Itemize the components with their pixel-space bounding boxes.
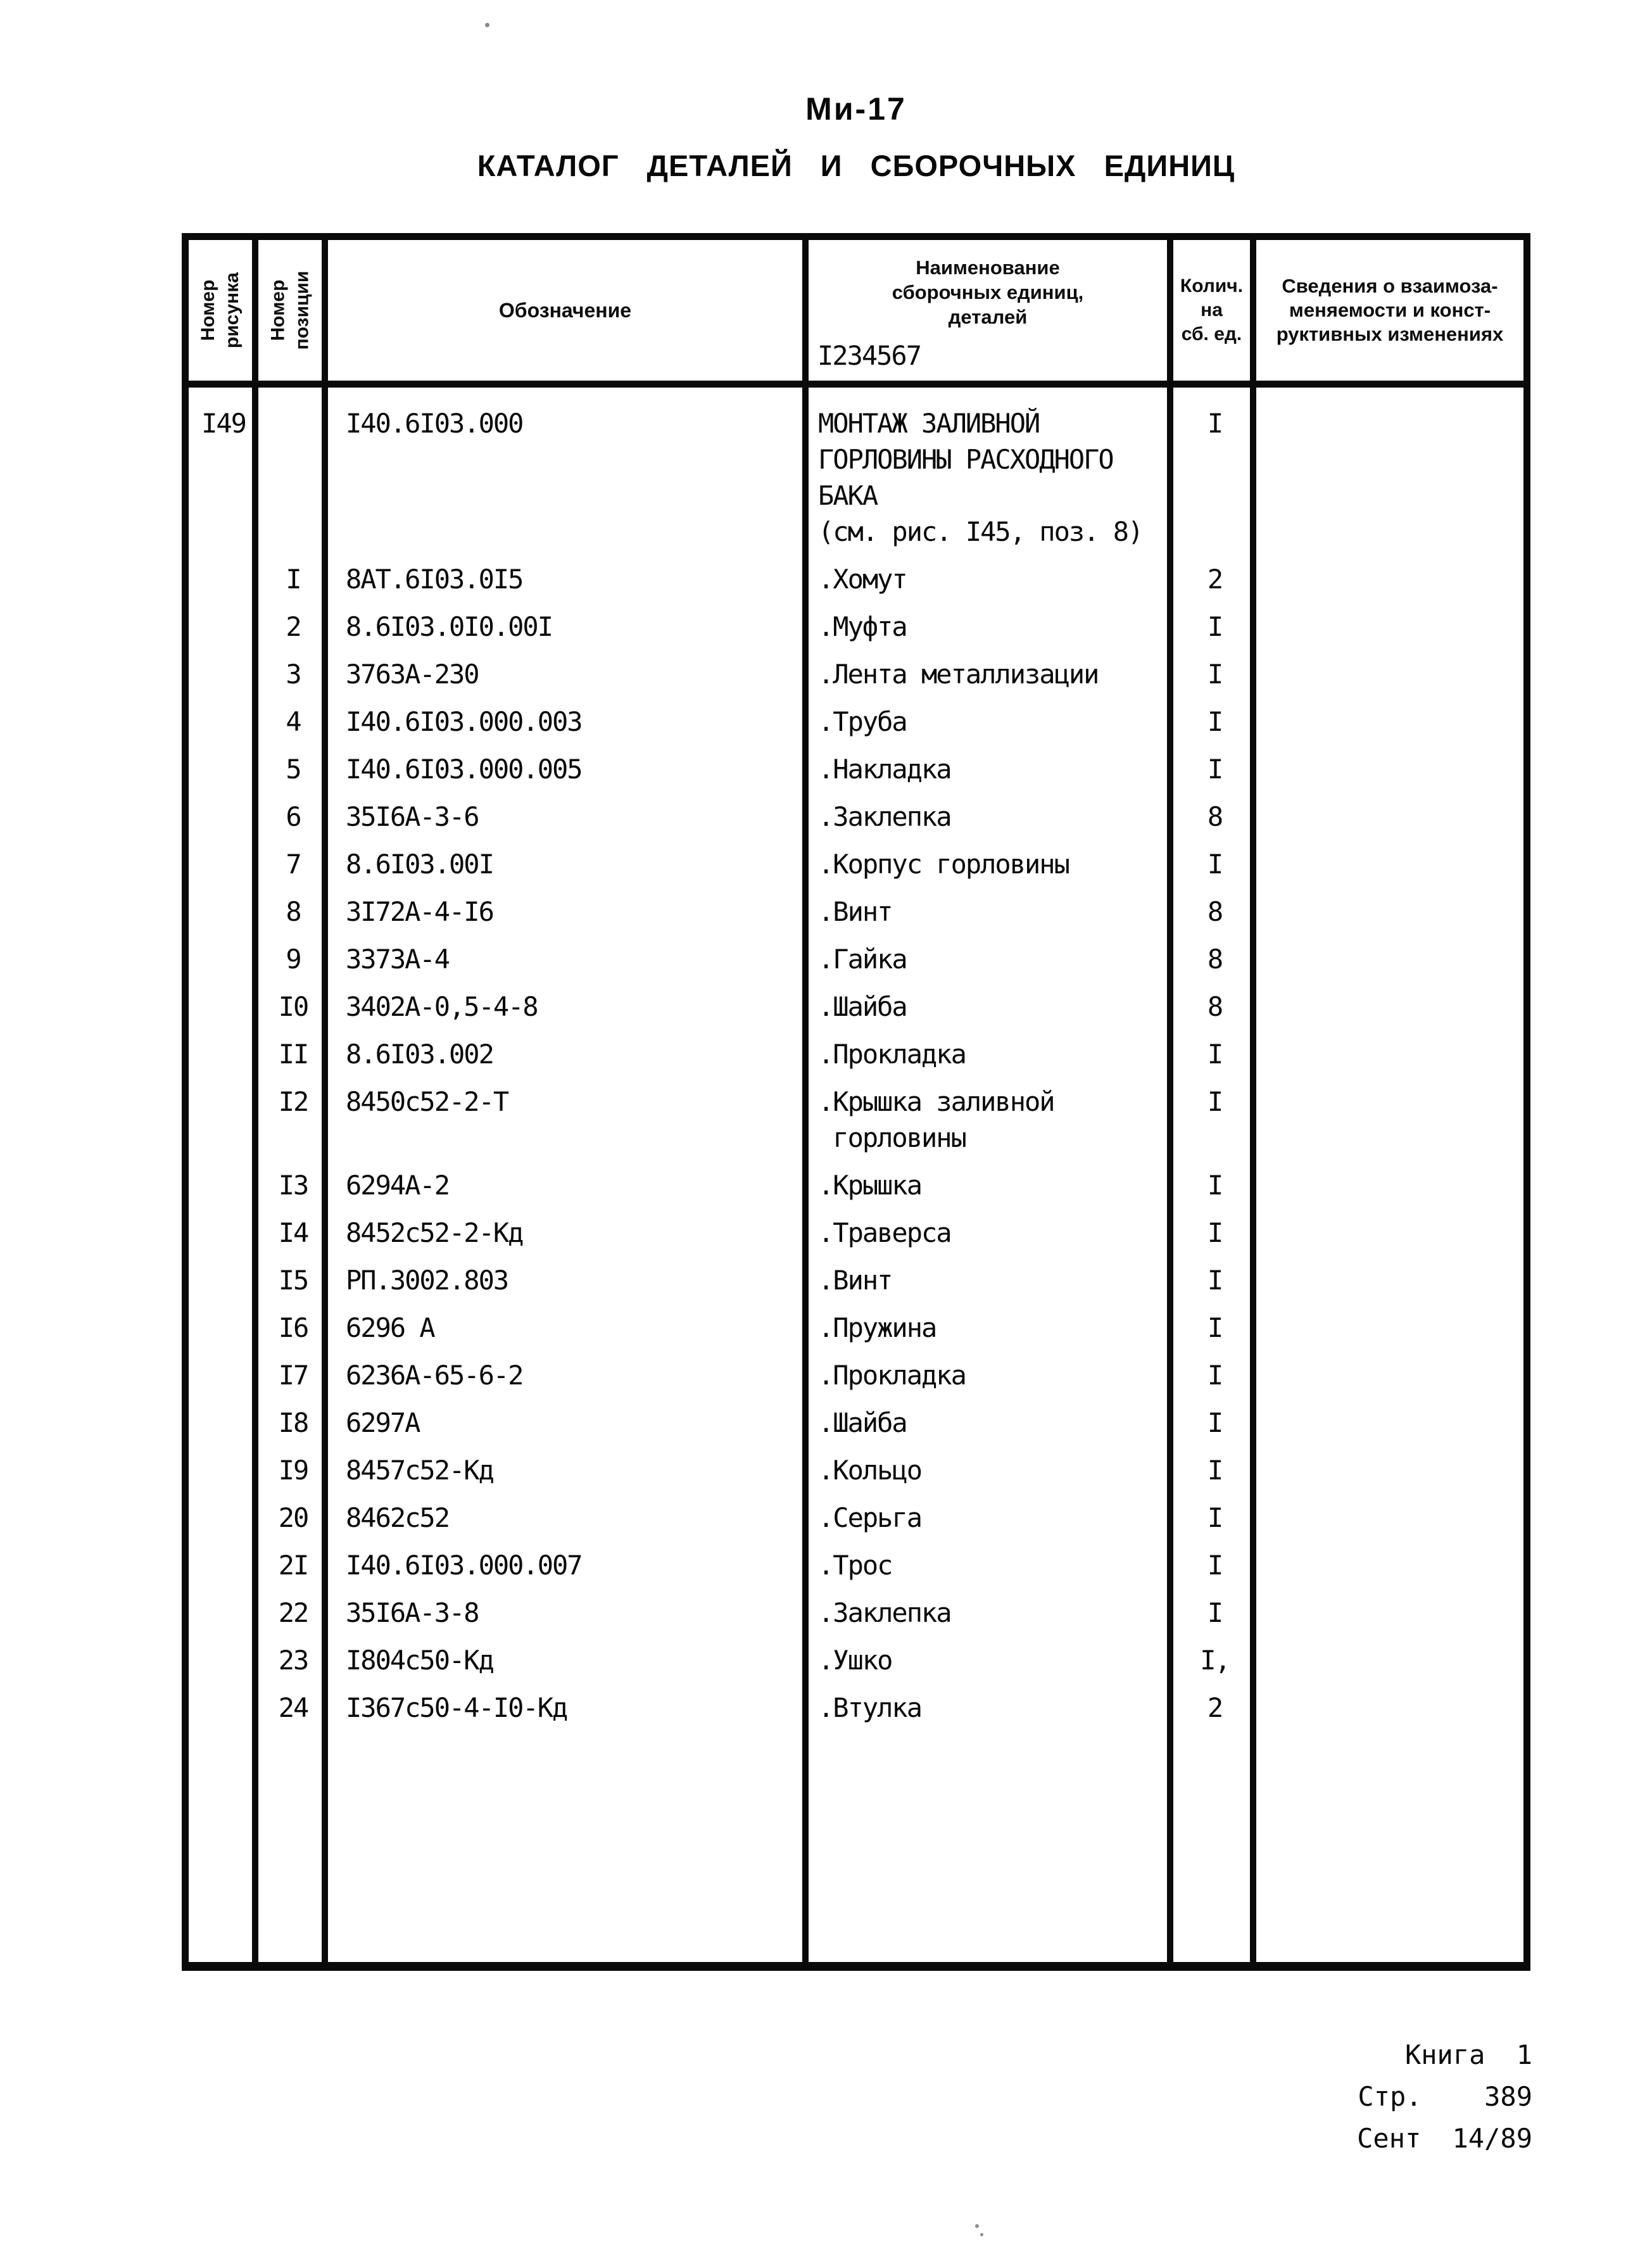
cell-part-name: .Гайка bbox=[818, 944, 907, 975]
cell-position-number: 9 bbox=[286, 944, 301, 975]
cell-position-number: I7 bbox=[278, 1360, 308, 1391]
page-subtitle: КАТАЛОГ ДЕТАЛЕЙ И СБОРОЧНЫХ ЕДИНИЦ bbox=[477, 149, 1235, 182]
cell-designation: 8.6I03.002 bbox=[346, 1039, 493, 1070]
header-pos-line2: позиции bbox=[291, 270, 313, 350]
table-row bbox=[189, 1595, 1523, 1642]
cell-figure-number bbox=[189, 1036, 258, 1084]
table-row bbox=[189, 1452, 1523, 1500]
header-pos-line1: Номер bbox=[267, 279, 289, 341]
cell-part-name: .Заклепка bbox=[818, 1597, 951, 1628]
header-notes bbox=[1256, 240, 1523, 381]
cell-part-name: .Корпус горловины bbox=[818, 849, 1069, 880]
cell-part-name: .Трос bbox=[818, 1550, 892, 1581]
cell-quantity: I bbox=[1207, 1312, 1223, 1343]
cell-position-number: 7 bbox=[286, 849, 301, 880]
page-footer bbox=[1357, 2034, 1532, 2160]
cell-designation: I40.6I03.000.003 bbox=[346, 706, 582, 737]
table-row bbox=[189, 1310, 1523, 1357]
cell-position-number: 3 bbox=[286, 659, 301, 690]
cell-position-number: I8 bbox=[278, 1407, 308, 1438]
cell-quantity: I bbox=[1207, 754, 1223, 785]
cell-quantity: 2 bbox=[1207, 564, 1223, 595]
cell-position-number: I0 bbox=[278, 991, 308, 1022]
table-row bbox=[189, 1215, 1523, 1262]
header-quantity bbox=[1173, 240, 1256, 381]
cell-figure-number bbox=[189, 1310, 258, 1357]
cell-figure-number: I49 bbox=[201, 408, 246, 439]
cell-notes bbox=[1256, 799, 1523, 846]
cell-position-number: I4 bbox=[278, 1217, 308, 1248]
cell-quantity: I bbox=[1207, 1550, 1223, 1581]
cell-part-name: .Винт bbox=[818, 1265, 892, 1296]
cell-figure-number bbox=[189, 1215, 258, 1262]
cell-quantity: I bbox=[1207, 1597, 1223, 1628]
cell-position-number: I6 bbox=[278, 1312, 308, 1343]
cell-quantity: I bbox=[1207, 1170, 1223, 1201]
cell-notes bbox=[1256, 1642, 1523, 1690]
cell-part-name: .Заклепка bbox=[818, 801, 951, 832]
cell-figure-number bbox=[189, 1642, 258, 1690]
cell-position-number: I3 bbox=[278, 1170, 308, 1201]
cell-part-name: .Серьга bbox=[818, 1502, 922, 1533]
cell-designation: 6294А-2 bbox=[346, 1170, 450, 1201]
scan-speck bbox=[485, 23, 489, 27]
cell-part-name: .Лента металлизации bbox=[818, 659, 1099, 690]
cell-part-name: .Крышка заливной горловины bbox=[818, 1086, 1054, 1153]
cell-position-number: 2I bbox=[278, 1550, 308, 1581]
header-name-line2: сборочных единиц, bbox=[892, 281, 1084, 303]
cell-notes bbox=[1256, 561, 1523, 609]
table-row bbox=[189, 1084, 1523, 1167]
cell-notes bbox=[1256, 846, 1523, 894]
cell-position-number: I bbox=[286, 564, 301, 595]
cell-part-name: .Крышка bbox=[818, 1170, 922, 1201]
header-name-line3: деталей bbox=[948, 306, 1028, 328]
cell-designation: I367с50-4-I0-Кд bbox=[346, 1692, 567, 1723]
table-row bbox=[189, 1262, 1523, 1310]
cell-figure-number bbox=[189, 1084, 258, 1167]
cell-part-name: .Хомут bbox=[818, 564, 907, 595]
cell-notes bbox=[1256, 1262, 1523, 1310]
cell-notes bbox=[1256, 1215, 1523, 1262]
table-row bbox=[189, 846, 1523, 894]
cell-designation: 3I72А-4-I6 bbox=[346, 896, 493, 927]
table-header-row bbox=[189, 240, 1523, 388]
cell-figure-number bbox=[189, 1357, 258, 1405]
header-position-number bbox=[258, 240, 328, 381]
header-designation-label: Обозначение bbox=[498, 298, 632, 322]
cell-part-name: .Шайба bbox=[818, 1407, 907, 1438]
cell-figure-number bbox=[189, 1452, 258, 1500]
header-fig-line1: Номер bbox=[198, 279, 218, 341]
cell-notes bbox=[1256, 1405, 1523, 1452]
cell-figure-number bbox=[189, 1500, 258, 1547]
cell-figure-number bbox=[189, 989, 258, 1036]
cell-notes bbox=[1256, 989, 1523, 1036]
table-row bbox=[189, 989, 1523, 1036]
cell-designation: I804с50-Кд bbox=[346, 1645, 493, 1676]
cell-figure-number bbox=[189, 1547, 258, 1595]
cell-position-number: I9 bbox=[278, 1455, 308, 1486]
title-block bbox=[182, 90, 1530, 184]
parts-table bbox=[182, 233, 1530, 1971]
footer-book: Книга 1 bbox=[1404, 2039, 1532, 2070]
table-row bbox=[189, 799, 1523, 846]
cell-designation: 8452с52-2-Кд bbox=[346, 1217, 523, 1248]
cell-quantity: I bbox=[1207, 659, 1223, 690]
cell-designation: I40.6I03.000 bbox=[346, 408, 523, 439]
scan-speck bbox=[980, 2233, 983, 2236]
header-designation bbox=[328, 240, 809, 381]
header-notes-line1: Сведения о взаимоза- bbox=[1282, 275, 1498, 297]
cell-part-name: .Кольцо bbox=[818, 1455, 922, 1486]
cell-position-number: 20 bbox=[278, 1502, 308, 1533]
cell-part-name: .Труба bbox=[818, 706, 907, 737]
cell-designation: 35I6А-3-8 bbox=[346, 1597, 479, 1628]
cell-quantity: I bbox=[1207, 1502, 1223, 1533]
cell-figure-number bbox=[189, 1595, 258, 1642]
header-qty-line3: сб. ед. bbox=[1181, 324, 1242, 345]
cell-designation: 35I6А-3-6 bbox=[346, 801, 479, 832]
cell-notes bbox=[1256, 1595, 1523, 1642]
header-qty-line2: на bbox=[1201, 300, 1223, 320]
cell-figure-number bbox=[189, 1690, 258, 1737]
header-qty-line1: Колич. bbox=[1180, 275, 1244, 296]
footer-date: Сент 14/89 bbox=[1357, 2123, 1532, 2154]
cell-designation: 3763А-230 bbox=[346, 659, 479, 690]
cell-notes bbox=[1256, 1690, 1523, 1737]
table-row bbox=[189, 656, 1523, 704]
cell-designation: 8.6I03.00I bbox=[346, 849, 493, 880]
cell-quantity: 8 bbox=[1207, 991, 1223, 1022]
table-row bbox=[189, 1036, 1523, 1084]
cell-designation: 6297А bbox=[346, 1407, 420, 1438]
header-name bbox=[809, 240, 1173, 381]
cell-figure-number bbox=[189, 799, 258, 846]
table-body bbox=[189, 388, 1523, 1964]
header-fig-line2: рисунка bbox=[222, 272, 243, 348]
cell-designation: 3373А-4 bbox=[346, 944, 450, 975]
cell-designation: 8457с52-Кд bbox=[346, 1455, 493, 1486]
cell-quantity: I bbox=[1207, 1360, 1223, 1391]
cell-designation: 6236А-65-6-2 bbox=[346, 1360, 523, 1391]
cell-position-number: 22 bbox=[278, 1597, 308, 1628]
cell-designation: I40.6I03.000.007 bbox=[346, 1550, 582, 1581]
cell-position-number: 6 bbox=[286, 801, 301, 832]
cell-designation: РП.3002.803 bbox=[346, 1265, 508, 1296]
cell-part-name: .Муфта bbox=[818, 611, 907, 642]
cell-figure-number bbox=[189, 846, 258, 894]
cell-position-number: I5 bbox=[278, 1265, 308, 1296]
table-row bbox=[189, 1547, 1523, 1595]
cell-position-number: I2 bbox=[278, 1086, 308, 1117]
cell-notes bbox=[1256, 1036, 1523, 1084]
cell-figure-number bbox=[189, 609, 258, 656]
cell-figure-number bbox=[189, 1167, 258, 1215]
scan-speck bbox=[975, 2224, 979, 2228]
cell-figure-number bbox=[189, 941, 258, 989]
table-row bbox=[189, 1167, 1523, 1215]
cell-quantity: I bbox=[1207, 1265, 1223, 1296]
figure-number-rotated-label bbox=[189, 240, 252, 381]
header-name-line1: Наименование bbox=[916, 256, 1060, 279]
cell-notes bbox=[1256, 1500, 1523, 1547]
cell-figure-number bbox=[189, 656, 258, 704]
table-row bbox=[189, 894, 1523, 941]
cell-quantity: I bbox=[1207, 1455, 1223, 1486]
cell-position-number: 8 bbox=[286, 896, 301, 927]
cell-position-number: 24 bbox=[278, 1692, 308, 1723]
cell-figure-number bbox=[189, 1405, 258, 1452]
footer-page-number: Стр. 389 bbox=[1358, 2081, 1532, 2112]
position-number-rotated-label bbox=[258, 240, 322, 381]
cell-part-name: .Прокладка bbox=[818, 1360, 966, 1391]
cell-figure-number bbox=[189, 751, 258, 799]
table-row bbox=[189, 1500, 1523, 1547]
cell-part-name: .Шайба bbox=[818, 991, 907, 1022]
table-row bbox=[189, 1642, 1523, 1690]
cell-quantity: I bbox=[1207, 849, 1223, 880]
cell-notes bbox=[1256, 656, 1523, 704]
header-notes-line3: руктивных изменениях bbox=[1276, 323, 1504, 345]
table-row bbox=[189, 388, 1523, 561]
cell-notes bbox=[1256, 1310, 1523, 1357]
cell-position-number: 5 bbox=[286, 754, 301, 785]
cell-quantity: I, bbox=[1200, 1645, 1230, 1676]
page-title: Ми-17 bbox=[805, 91, 907, 127]
cell-quantity: 8 bbox=[1207, 801, 1223, 832]
table-rows bbox=[189, 388, 1523, 1737]
cell-part-name: .Траверса bbox=[818, 1217, 951, 1248]
header-notes-line2: меняемости и конст- bbox=[1289, 299, 1491, 321]
cell-notes bbox=[1256, 388, 1523, 561]
cell-part-name: .Накладка bbox=[818, 754, 951, 785]
cell-quantity: I bbox=[1207, 706, 1223, 737]
cell-notes bbox=[1256, 751, 1523, 799]
table-row bbox=[189, 751, 1523, 799]
cell-part-name: .Ушко bbox=[818, 1645, 892, 1676]
cell-quantity: I bbox=[1207, 611, 1223, 642]
cell-quantity: I bbox=[1207, 1407, 1223, 1438]
cell-designation: 8АТ.6I03.0I5 bbox=[346, 564, 523, 595]
cell-quantity: 8 bbox=[1207, 896, 1223, 927]
cell-notes bbox=[1256, 941, 1523, 989]
cell-notes bbox=[1256, 609, 1523, 656]
table-row bbox=[189, 1357, 1523, 1405]
cell-designation: 6296 А bbox=[346, 1312, 434, 1343]
table-row bbox=[189, 1690, 1523, 1737]
cell-part-name: .Винт bbox=[818, 896, 892, 927]
cell-figure-number bbox=[189, 1262, 258, 1310]
cell-part-name: .Прокладка bbox=[818, 1039, 966, 1070]
cell-part-name: .Пружина bbox=[818, 1312, 936, 1343]
cell-designation: 8462с52 bbox=[346, 1502, 450, 1533]
cell-notes bbox=[1256, 704, 1523, 751]
cell-quantity: I bbox=[1207, 1039, 1223, 1070]
table-row bbox=[189, 561, 1523, 609]
cell-position-number: II bbox=[278, 1039, 308, 1070]
cell-position-number bbox=[258, 388, 328, 561]
cell-notes bbox=[1256, 1547, 1523, 1595]
cell-designation: 3402А-0,5-4-8 bbox=[346, 991, 538, 1022]
cell-quantity: 8 bbox=[1207, 944, 1223, 975]
cell-quantity: I bbox=[1207, 408, 1223, 439]
cell-designation: 8450с52-2-Т bbox=[346, 1086, 508, 1117]
indent-level-legend: I234567 bbox=[817, 340, 921, 371]
cell-designation: 8.6I03.0I0.00I bbox=[346, 611, 553, 642]
cell-notes bbox=[1256, 1452, 1523, 1500]
table-row bbox=[189, 1405, 1523, 1452]
table-row bbox=[189, 609, 1523, 656]
cell-notes bbox=[1256, 894, 1523, 941]
cell-part-name: МОНТАЖ ЗАЛИВНОЙ ГОРЛОВИНЫ РАСХОДНОГО БАКА (см. рис. I45, поз. 8) bbox=[818, 408, 1143, 547]
cell-figure-number bbox=[189, 894, 258, 941]
cell-part-name: .Втулка bbox=[818, 1692, 922, 1723]
cell-position-number: 23 bbox=[278, 1645, 308, 1676]
cell-notes bbox=[1256, 1167, 1523, 1215]
cell-designation: I40.6I03.000.005 bbox=[346, 754, 582, 785]
cell-quantity: I bbox=[1207, 1086, 1223, 1117]
cell-quantity: 2 bbox=[1207, 1692, 1223, 1723]
header-figure-number bbox=[189, 240, 258, 381]
table-row bbox=[189, 941, 1523, 989]
table-row bbox=[189, 704, 1523, 751]
cell-figure-number bbox=[189, 561, 258, 609]
cell-figure-number bbox=[189, 704, 258, 751]
cell-position-number: 4 bbox=[286, 706, 301, 737]
cell-position-number: 2 bbox=[286, 611, 301, 642]
cell-notes bbox=[1256, 1084, 1523, 1167]
cell-quantity: I bbox=[1207, 1217, 1223, 1248]
cell-notes bbox=[1256, 1357, 1523, 1405]
